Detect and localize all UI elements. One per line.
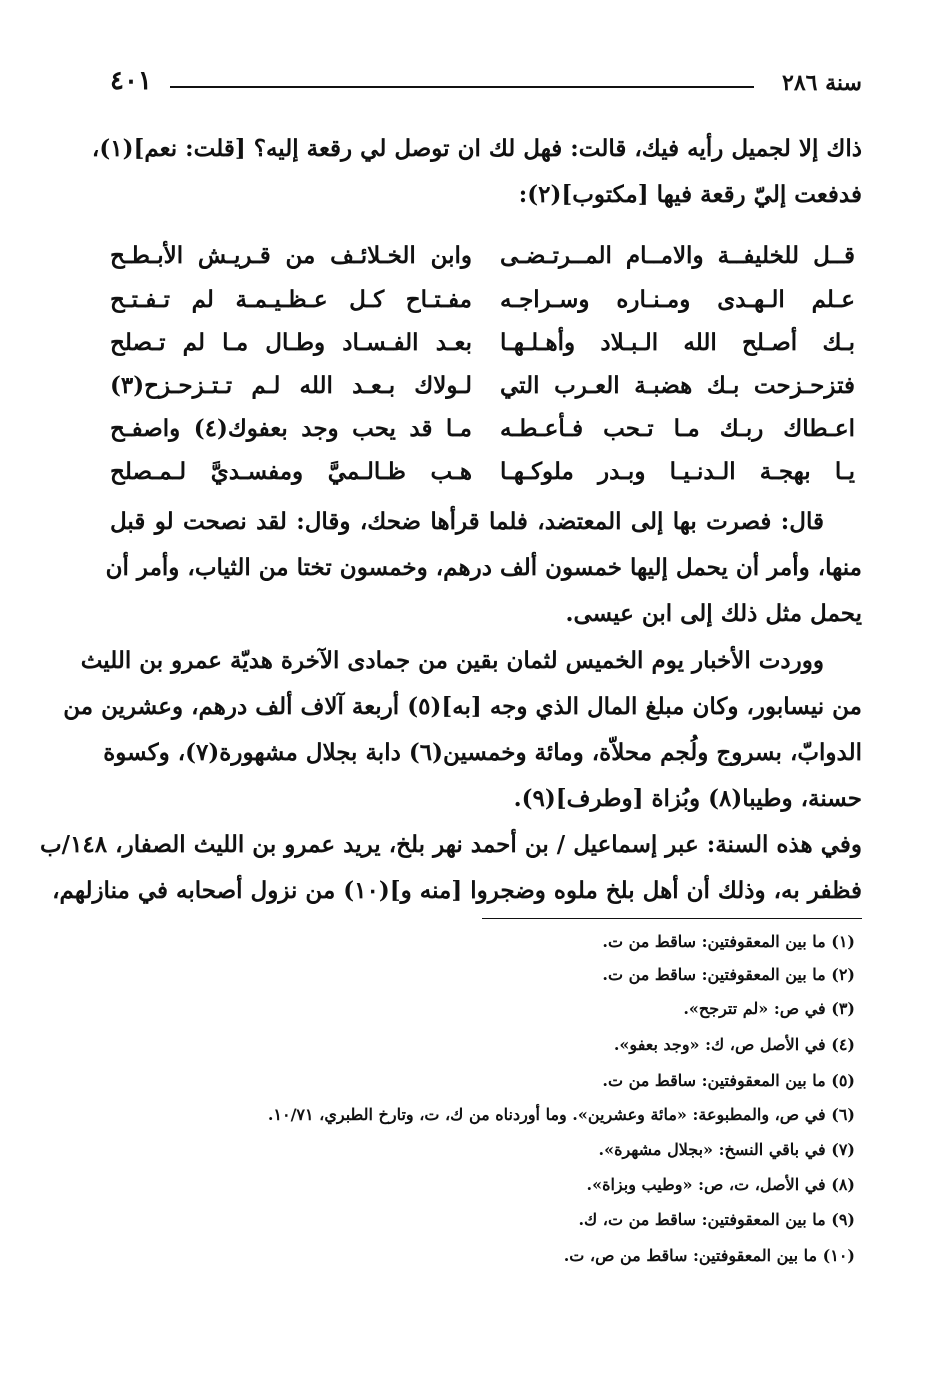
poem-first-hemistich: عـلم الـهـدى ومـنـاره وسـراجـه <box>500 286 855 313</box>
text-line: منها، وأمر أن يحمل إليها خمسون ألف درهم، وخمسون تختا من الثياب، وأمر أن <box>105 554 862 581</box>
page-number: ٤٠١ <box>110 66 152 96</box>
page-header <box>110 62 862 102</box>
poem-second-hemistich: مـا قد يحب وجد بعفوك(٤) واصفـح <box>110 415 472 442</box>
text-line: قال: فصرت بها إلى المعتضد، فلما قرأها ضحك، وقال: لقد نصحت لو قبل <box>110 508 824 535</box>
text-line: الدوابّ، بسروج ولُجم محلاّة، ومائة وخمسين(٦) دابة بجلال مشهورة(٧)، وكسوة <box>103 739 862 766</box>
poem-second-hemistich: هـب ظـالـميَّ ومفسـديَّ لـمـصلح <box>110 458 472 485</box>
text-line: فدفعت إليّ رقعة فيها [مكتوب](٢): <box>518 181 862 208</box>
running-head-year: سنة ٢٨٦ <box>782 70 862 96</box>
poem-first-hemistich: اعـطاك ربـك مـا تـحب فـأعـطـه <box>500 415 855 442</box>
footnote: (٩) ما بين المعقوفتين: ساقط من ت، ك. <box>578 1210 855 1229</box>
footnote: (٨) في الأصل، ت، ص: «وطيب وبزاة». <box>586 1175 855 1194</box>
footnote: (٥) ما بين المعقوفتين: ساقط من ت. <box>602 1071 855 1090</box>
poem-first-hemistich: بـك أصـلح الله الـبـلاد وأهـلـهـا <box>500 329 855 356</box>
text-line: من نيسابور، وكان مبلغ المال الذي وجه [به](٥) أربعة آلاف ألف درهم، وعشرين من <box>63 693 862 720</box>
text-line: يحمل مثل ذلك إلى ابن عيسى. <box>565 600 862 627</box>
text-line: ووردت الأخبار يوم الخميس لثمان بقين من جمادى الآخرة هديّة عمرو بن الليث <box>80 647 824 674</box>
footnote: (١٠) ما بين المعقوفتين: ساقط من ص، ت. <box>563 1246 855 1265</box>
text-line: وفي هذه السنة: عبر إسماعيل / بن أحمد نهر بلخ، يريد عمرو بن الليث الصفار، ١٤٨/ب <box>40 831 862 858</box>
footnote: (٧) في باقي النسخ: «بجلال مشهرة». <box>598 1140 855 1159</box>
footnote: (٢) ما بين المعقوفتين: ساقط من ت. <box>602 965 855 984</box>
footnote: (٤) في الأصل ص، ك: «وجد بعفو». <box>613 1035 855 1054</box>
text-line: ذاك إلا لجميل رأيه فيك، قالت: فهل لك ان توصل لي رقعة إليه؟ [قلت: نعم](١)، <box>91 135 862 162</box>
header-rule <box>170 86 754 88</box>
poem-first-hemistich: قــل للخليفــة والامــام المــرتـضـى <box>500 242 855 269</box>
footnote: (٦) في ص، والمطبوعة: «مائة وعشرين». وما أوردناه من ك، ت، وتارخ الطبري، ١٠/٧١. <box>267 1105 855 1124</box>
poem-second-hemistich: بعـد الفـسـاد وطـال مـا لم تـصلح <box>110 329 472 356</box>
footnote: (١) ما بين المعقوفتين: ساقط من ت. <box>602 932 855 951</box>
poem-second-hemistich: مفـتـاح كـل عـظـيـمـة لم تـفـتـح <box>110 286 472 313</box>
footnote: (٣) في ص: «لم تترجح». <box>683 999 855 1018</box>
poem-first-hemistich: فتزحـزحت بـك هضبـة العـرب التي <box>500 372 855 399</box>
text-line: فظفر به، وذلك أن أهل بلخ ملوه وضجروا [منه و](١٠) من نزول أصحابه في منازلهم، <box>52 877 862 904</box>
poem-second-hemistich: لـولاك بـعـد الله لـم تـتـزحـزح(٣) <box>110 372 472 399</box>
footnote-divider <box>482 918 862 919</box>
text-line: حسنة، وطيبا(٨) وبُزاة [وطرف](٩). <box>513 785 862 812</box>
poem-first-hemistich: يـا بهجـة الـدنـيـا وبـدر ملوكـهـا <box>500 458 855 485</box>
poem-second-hemistich: وابن الخـلائـف من قـريـش الأبـطـح <box>110 242 472 269</box>
